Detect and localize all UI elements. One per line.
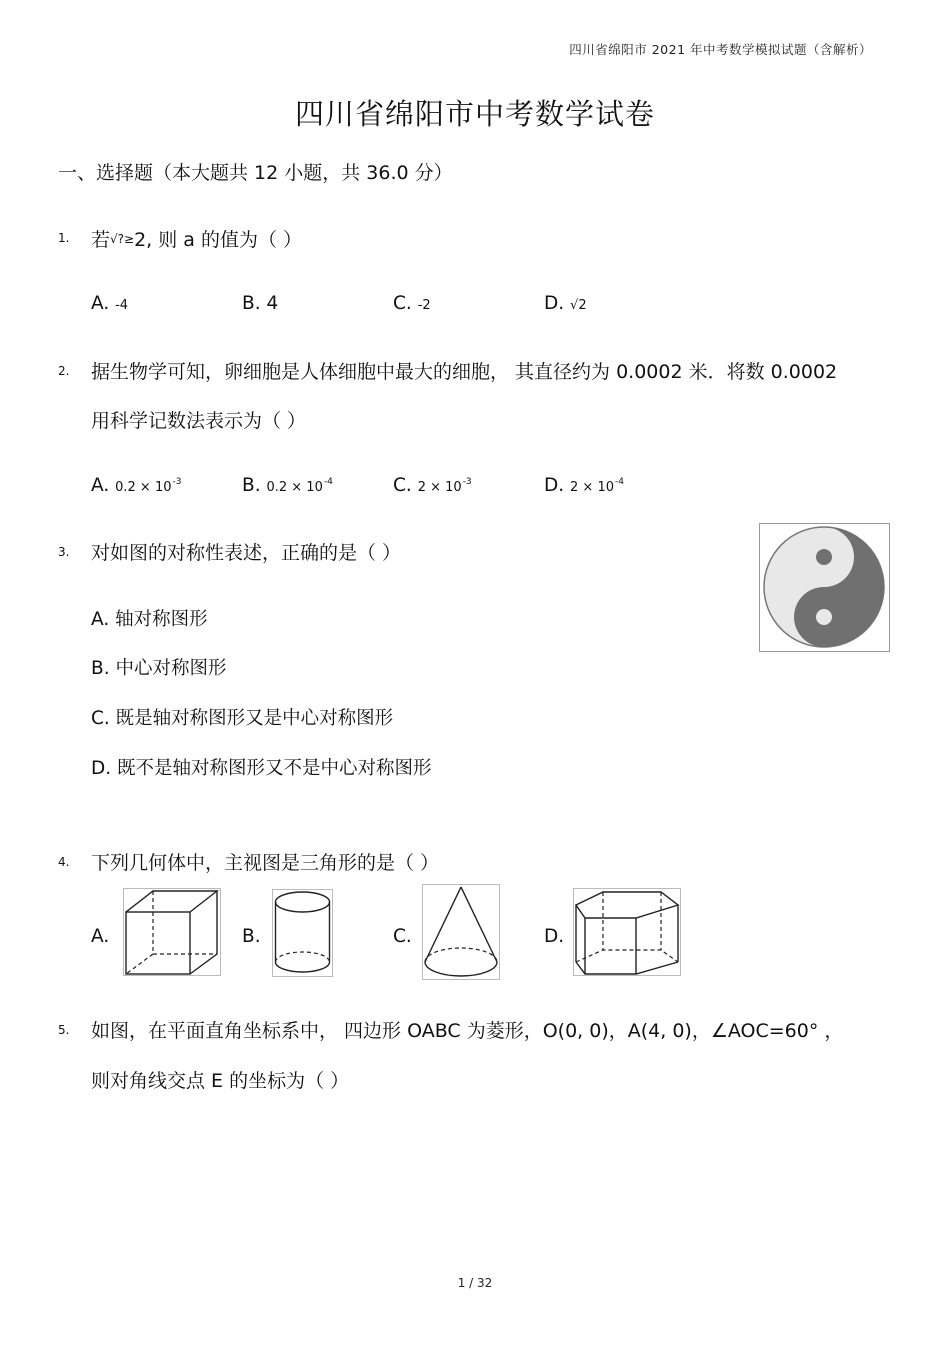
question-number: 3. [58,545,70,559]
question-text [91,225,302,252]
option-value: -2 [417,298,431,313]
option-c[interactable]: C. [393,926,412,947]
radical-expression: √?≥ [110,232,135,246]
question-text-line-2: 用科学记数法表示为（ ） [91,410,307,432]
option-base: 0.2 × 10 [115,480,172,495]
option-exponent: -4 [615,477,624,487]
question-text-suffix: 2, 则 a 的值为（ ） [134,229,303,251]
question-number: 5. [58,1023,70,1037]
option-d[interactable] [544,293,587,314]
question-text: 对如图的对称性表述，正确的是（ ） [91,542,402,564]
option-a[interactable]: A. 轴对称图形 [91,609,208,630]
option-base: 2 × 10 [417,480,462,495]
question-text-line-1: 据生物学可知，卵细胞是人体细胞中最大的细胞， 其直径约为 0.0002 米．将数 0.0002 [91,361,838,383]
option-b[interactable]: B. 中心对称图形 [91,658,227,679]
option-label: D. [544,293,565,314]
question-number: 2. [58,364,70,378]
option-a[interactable]: A. [91,926,110,947]
page-header: 四川省绵阳市 2021 年中考数学模拟试题（含解析） [569,42,872,57]
option-c[interactable] [393,475,472,496]
page-title: 四川省绵阳市中考数学试卷 [294,97,655,131]
cylinder-icon [272,889,333,977]
option-label: C. [393,293,412,314]
option-label: B. 4 [242,293,279,314]
question-number: 1. [58,231,70,245]
option-label: C. [393,475,412,496]
option-b[interactable]: B. [242,926,261,947]
cone-icon [422,884,500,980]
question-text-line-2: 则对角线交点 E 的坐标为（ ） [91,1070,350,1092]
option-base: 2 × 10 [570,480,615,495]
option-d[interactable]: D. [544,926,565,947]
option-a[interactable] [91,475,181,496]
question-text: 下列几何体中，主视图是三角形的是（ ） [91,852,440,874]
page-number: 1 / 32 [457,1276,493,1290]
yin-yang-figure [759,523,890,652]
option-base: 0.2 × 10 [266,480,323,495]
option-a[interactable] [91,293,128,314]
question-text-line-1: 如图，在平面直角坐标系中， 四边形 OABC 为菱形，O(0, 0)，A(4, 0)，∠AOC=60° ， [91,1020,844,1042]
section-heading: 一、选择题（本大题共 12 小题，共 36.0 分） [58,162,453,184]
option-b[interactable] [242,475,333,496]
option-c[interactable] [393,293,431,314]
hexagonal-prism-icon [573,888,681,976]
option-value: √2 [570,298,587,313]
option-exponent: -3 [172,477,182,487]
option-b[interactable] [242,293,278,314]
option-label: A. [91,293,110,314]
option-label: D. [544,475,565,496]
cube-icon [123,888,221,976]
option-exponent: -4 [323,477,333,487]
option-label: B. [242,475,261,496]
option-value: -4 [115,298,129,313]
option-d[interactable] [544,475,624,496]
question-number: 4. [58,855,70,869]
question-text-prefix: 若 [91,229,111,251]
option-d[interactable]: D. 既不是轴对称图形又不是中心对称图形 [91,758,432,779]
option-exponent: -3 [462,477,472,487]
option-label: A. [91,475,110,496]
option-c[interactable]: C. 既是轴对称图形又是中心对称图形 [91,708,394,729]
